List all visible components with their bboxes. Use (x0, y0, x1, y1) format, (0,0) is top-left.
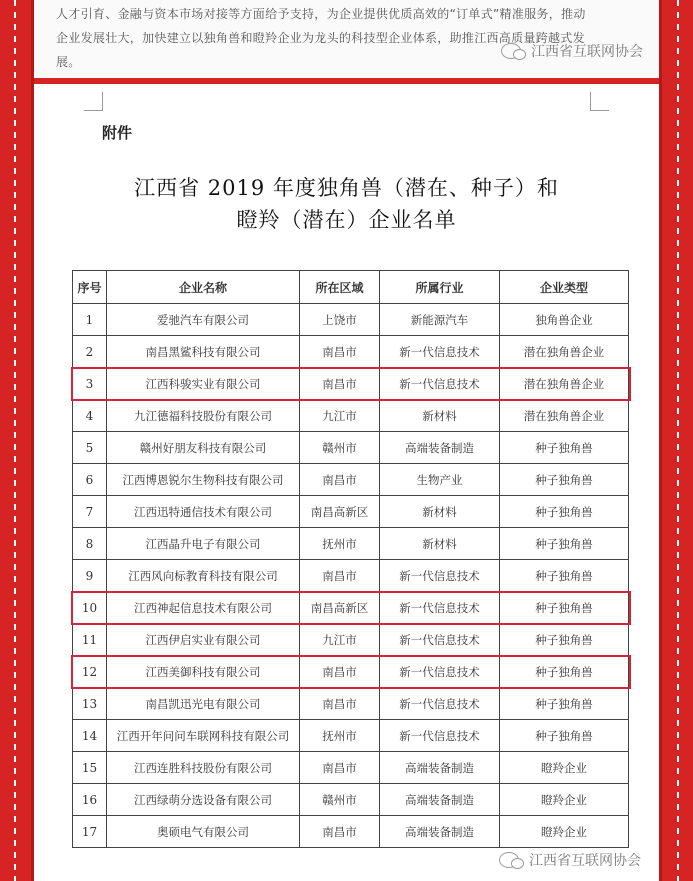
table-cell: 瞪羚企业 (500, 784, 629, 816)
intro-line: 展。 (56, 55, 81, 69)
intro-line: 企业发展壮大，加快建立以独角兽和瞪羚企业为龙头的科技型企业体系，助推江西高质量跨越式发 (56, 31, 585, 45)
table-cell: 南昌市 (300, 560, 380, 592)
row-number: 3 (73, 368, 107, 400)
table-cell: 江西博恩锐尔生物科技有限公司 (107, 464, 300, 496)
table-cell: 潜在独角兽企业 (500, 400, 629, 432)
table-body (73, 304, 629, 848)
table-cell: 种子独角兽 (500, 656, 629, 688)
row-number: 1 (73, 304, 107, 336)
table-cell: 种子独角兽 (500, 560, 629, 592)
watermark-text: 江西省互联网协会 (531, 44, 643, 60)
table-header-row (73, 271, 629, 304)
table-cell: 种子独角兽 (500, 688, 629, 720)
table-cell: 九江市 (300, 400, 380, 432)
crop-mark (590, 92, 609, 111)
table-row (73, 560, 629, 592)
table-cell: 独角兽企业 (500, 304, 629, 336)
row-number: 15 (73, 752, 107, 784)
wechat-icon (501, 43, 521, 59)
table-cell: 江西伊启实业有限公司 (107, 624, 300, 656)
table-cell: 赣州好朋友科技有限公司 (107, 432, 300, 464)
table-cell: 南昌高新区 (300, 592, 380, 624)
watermark-text: 江西省互联网协会 (529, 853, 641, 869)
right-red-border (659, 0, 693, 881)
table-row (73, 496, 629, 528)
table-cell: 九江市 (300, 624, 380, 656)
table-cell: 抚州市 (300, 720, 380, 752)
table-cell: 新能源汽车 (380, 304, 500, 336)
row-number: 7 (73, 496, 107, 528)
table-cell: 新一代信息技术 (380, 560, 500, 592)
table-cell: 抚州市 (300, 528, 380, 560)
table-cell: 新一代信息技术 (380, 720, 500, 752)
table-row (73, 592, 629, 624)
table-cell: 赣州市 (300, 432, 380, 464)
table-row (73, 624, 629, 656)
table-row (73, 656, 629, 688)
title-line: 江西省 2019 年度独角兽（潜在、种子）和 (134, 176, 559, 200)
row-number: 6 (73, 464, 107, 496)
row-number: 8 (73, 528, 107, 560)
table-cell: 潜在独角兽企业 (500, 336, 629, 368)
column-header: 所在区域 (300, 271, 380, 304)
table-cell: 生物产业 (380, 464, 500, 496)
table-cell: 南昌市 (300, 752, 380, 784)
table-cell: 南昌市 (300, 816, 380, 848)
table-cell: 赣州市 (300, 784, 380, 816)
table-cell: 江西风向标教育科技有限公司 (107, 560, 300, 592)
document-page (40, 84, 653, 881)
table-cell: 新材料 (380, 528, 500, 560)
row-number: 13 (73, 688, 107, 720)
table-row (73, 400, 629, 432)
table-cell: 爱驰汽车有限公司 (107, 304, 300, 336)
table-cell: 南昌市 (300, 688, 380, 720)
attachment-label: 附件 (102, 124, 133, 142)
table-cell: 高端装备制造 (380, 784, 500, 816)
table-cell: 种子独角兽 (500, 464, 629, 496)
column-header: 企业名称 (107, 271, 300, 304)
table-cell: 南昌黑鲨科技有限公司 (107, 336, 300, 368)
table-cell: 新一代信息技术 (380, 624, 500, 656)
watermark-top (501, 41, 643, 61)
table-cell: 上饶市 (300, 304, 380, 336)
row-number: 5 (73, 432, 107, 464)
table-row (73, 784, 629, 816)
row-number: 12 (73, 656, 107, 688)
table-cell: 新一代信息技术 (380, 688, 500, 720)
row-number: 4 (73, 400, 107, 432)
left-red-border (0, 0, 34, 881)
row-number: 16 (73, 784, 107, 816)
table-cell: 南昌市 (300, 336, 380, 368)
intro-panel (34, 0, 659, 84)
table-row (73, 752, 629, 784)
wechat-icon (499, 852, 519, 868)
table-row (73, 720, 629, 752)
table-cell: 南昌市 (300, 464, 380, 496)
table-cell: 瞪羚企业 (500, 752, 629, 784)
row-number: 9 (73, 560, 107, 592)
table-cell: 江西神起信息技术有限公司 (107, 592, 300, 624)
table-cell: 江西连胜科技股份有限公司 (107, 752, 300, 784)
row-number: 17 (73, 816, 107, 848)
table-cell: 新一代信息技术 (380, 592, 500, 624)
table-cell: 种子独角兽 (500, 496, 629, 528)
table-row (73, 464, 629, 496)
table-row (73, 432, 629, 464)
table-cell: 江西开年问问车联网科技有限公司 (107, 720, 300, 752)
company-table (72, 270, 629, 848)
table-cell: 南昌市 (300, 368, 380, 400)
table-cell: 南昌凯迅光电有限公司 (107, 688, 300, 720)
table-row (73, 688, 629, 720)
document-title (40, 172, 653, 236)
table-cell: 种子独角兽 (500, 624, 629, 656)
table-cell: 高端装备制造 (380, 816, 500, 848)
table-cell: 种子独角兽 (500, 592, 629, 624)
table-cell: 新一代信息技术 (380, 336, 500, 368)
row-number: 11 (73, 624, 107, 656)
intro-line: 人才引育、金融与资本市场对接等方面给予支持，为企业提供优质高效的“订单式”精准服务，推动 (56, 7, 586, 21)
table-cell: 南昌市 (300, 656, 380, 688)
table-row (73, 816, 629, 848)
table-row (73, 528, 629, 560)
table-cell: 江西迅特通信技术有限公司 (107, 496, 300, 528)
column-header: 所属行业 (380, 271, 500, 304)
table-row (73, 368, 629, 400)
table-cell: 九江德福科技股份有限公司 (107, 400, 300, 432)
table-cell: 高端装备制造 (380, 752, 500, 784)
table-row (73, 304, 629, 336)
table-row (73, 336, 629, 368)
table-cell: 新材料 (380, 400, 500, 432)
title-line: 瞪羚（潜在）企业名单 (236, 208, 457, 232)
row-number: 10 (73, 592, 107, 624)
table-cell: 高端装备制造 (380, 432, 500, 464)
table-cell: 种子独角兽 (500, 432, 629, 464)
table-cell: 南昌高新区 (300, 496, 380, 528)
table-cell: 潜在独角兽企业 (500, 368, 629, 400)
table-cell: 新一代信息技术 (380, 656, 500, 688)
table-cell: 奥硕电气有限公司 (107, 816, 300, 848)
row-number: 14 (73, 720, 107, 752)
crop-mark (84, 92, 103, 111)
table-cell: 江西晶升电子有限公司 (107, 528, 300, 560)
table-cell: 江西科骏实业有限公司 (107, 368, 300, 400)
table-cell: 瞪羚企业 (500, 816, 629, 848)
intro-text (56, 2, 629, 74)
column-header: 企业类型 (500, 271, 629, 304)
table-cell: 新一代信息技术 (380, 368, 500, 400)
row-number: 2 (73, 336, 107, 368)
watermark-bottom (499, 850, 641, 870)
table-cell: 种子独角兽 (500, 720, 629, 752)
table-cell: 新材料 (380, 496, 500, 528)
column-header: 序号 (73, 271, 107, 304)
table-cell: 江西绿萌分选设备有限公司 (107, 784, 300, 816)
table-cell: 种子独角兽 (500, 528, 629, 560)
table-cell: 江西美御科技有限公司 (107, 656, 300, 688)
